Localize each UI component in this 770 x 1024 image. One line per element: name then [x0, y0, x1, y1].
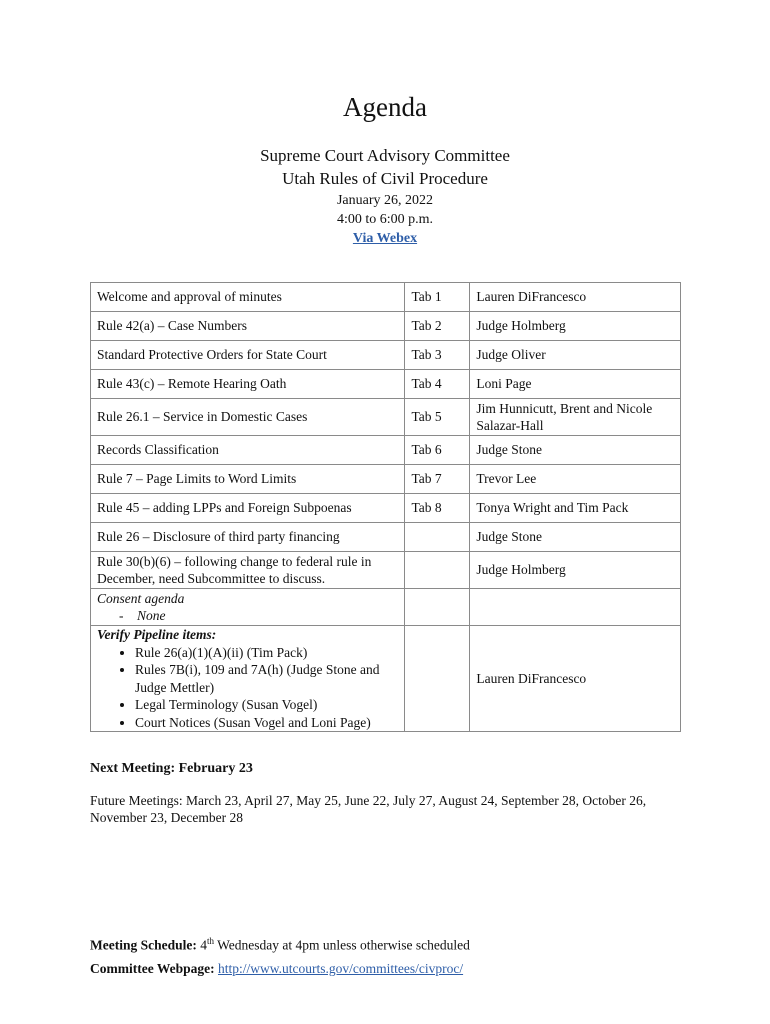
webpage-label: Committee Webpage:: [90, 961, 215, 976]
venue-line: [0, 231, 770, 247]
agenda-presenter: Judge Holmberg: [470, 312, 681, 341]
agenda-presenter: Lauren DiFrancesco: [470, 626, 681, 732]
agenda-presenter: Tonya Wright and Tim Pack: [470, 494, 681, 523]
consent-agenda-cell: [91, 589, 405, 626]
agenda-item: Records Classification: [91, 436, 405, 465]
list-item: • Court Notices (Susan Vogel and Loni Page): [135, 714, 398, 732]
agenda-tab: [405, 589, 470, 626]
committee-webpage: [90, 961, 463, 977]
schedule-label: Meeting Schedule:: [90, 937, 197, 953]
pipeline-list: [97, 644, 398, 732]
agenda-table: [90, 282, 681, 732]
consent-agenda-label: Consent agenda: [97, 590, 185, 606]
agenda-item: Rule 7 – Page Limits to Word Limits: [91, 465, 405, 494]
consent-item-text: None: [137, 608, 166, 623]
rules-name: Utah Rules of Civil Procedure: [282, 169, 488, 188]
webex-link[interactable]: Via Webex: [352, 231, 418, 246]
agenda-item: Standard Protective Orders for State Court: [91, 341, 405, 370]
table-row: [91, 312, 681, 341]
agenda-tab: Tab 4: [405, 370, 470, 399]
table-row: [91, 523, 681, 552]
table-row: [91, 283, 681, 312]
agenda-tab: Tab 6: [405, 436, 470, 465]
agenda-presenter: Judge Stone: [470, 436, 681, 465]
agenda-tab: [405, 626, 470, 732]
agenda-item: Welcome and approval of minutes: [91, 283, 405, 312]
table-row-pipeline: [91, 626, 681, 732]
pipeline-label: Verify Pipeline items:: [97, 627, 217, 642]
agenda-presenter: Judge Oliver: [470, 341, 681, 370]
agenda-tab: Tab 3: [405, 341, 470, 370]
agenda-tab: Tab 5: [405, 399, 470, 436]
schedule-sup: th: [207, 936, 215, 946]
page-title: Agenda: [343, 92, 427, 122]
agenda-item: Rule 26.1 – Service in Domestic Cases: [91, 399, 405, 436]
agenda-tab: [405, 523, 470, 552]
table-row: [91, 399, 681, 436]
agenda-presenter: Judge Holmberg: [470, 552, 681, 589]
future-meetings: Future Meetings: March 23, April 27, May 25, June 22, July 27, August 24, September 28, October 26, November 23, December 28: [90, 793, 647, 825]
table-row: [91, 341, 681, 370]
agenda-item: Rule 30(b)(6) – following change to federal rule in December, need Subcommittee to discuss.: [91, 552, 405, 589]
agenda-presenter: Trevor Lee: [470, 465, 681, 494]
schedule-num: 4: [200, 937, 207, 953]
agenda-tab: Tab 7: [405, 465, 470, 494]
agenda-presenter: Loni Page: [470, 370, 681, 399]
list-item: • Legal Terminology (Susan Vogel): [135, 696, 398, 714]
agenda-item: Rule 42(a) – Case Numbers: [91, 312, 405, 341]
meeting-date: January 26, 2022: [336, 193, 434, 208]
table-row: [91, 370, 681, 399]
next-meeting: Next Meeting: February 23: [90, 761, 253, 776]
meeting-time: 4:00 to 6:00 p.m.: [336, 212, 434, 227]
agenda-presenter: Judge Stone: [470, 523, 681, 552]
dash-marker: -: [119, 608, 124, 623]
agenda-tab: Tab 2: [405, 312, 470, 341]
schedule-text: Wednesday at 4pm unless otherwise scheduled: [214, 937, 470, 953]
agenda-item: Rule 43(c) – Remote Hearing Oath: [91, 370, 405, 399]
agenda-tab: Tab 1: [405, 283, 470, 312]
agenda-presenter: Lauren DiFrancesco: [470, 283, 681, 312]
table-row: [91, 436, 681, 465]
agenda-tab: Tab 8: [405, 494, 470, 523]
list-item: • Rule 26(a)(1)(A)(ii) (Tim Pack): [135, 644, 398, 662]
agenda-tab: [405, 552, 470, 589]
table-row: [91, 494, 681, 523]
agenda-item: Rule 45 – adding LPPs and Foreign Subpoenas: [91, 494, 405, 523]
agenda-presenter: Jim Hunnicutt, Brent and Nicole Salazar-Hall: [470, 399, 681, 436]
agenda-item: Rule 26 – Disclosure of third party financing: [91, 523, 405, 552]
webpage-link[interactable]: http://www.utcourts.gov/committees/civproc/: [217, 961, 464, 976]
list-item: • Rules 7B(i), 109 and 7A(h) (Judge Stone and Judge Mettler): [135, 661, 398, 696]
table-row-consent: [91, 589, 681, 626]
meeting-schedule: [90, 936, 470, 954]
committee-name: Supreme Court Advisory Committee: [260, 146, 510, 165]
pipeline-cell: [91, 626, 405, 732]
consent-agenda-item: [97, 607, 398, 625]
table-row: [91, 552, 681, 589]
table-row: [91, 465, 681, 494]
agenda-presenter: [470, 589, 681, 626]
